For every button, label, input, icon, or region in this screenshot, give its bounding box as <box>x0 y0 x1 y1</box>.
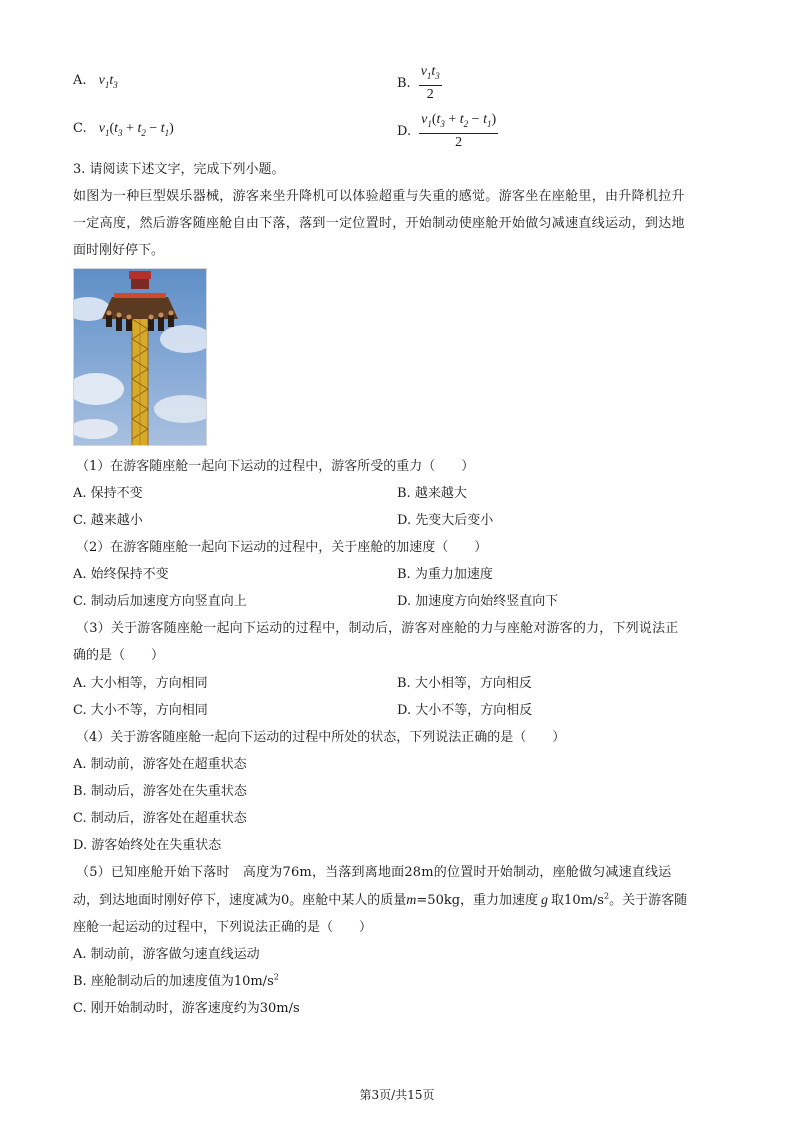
formula-v1-sum-over-2: $\frac{v_1(t_3 + t_2 - t_1)}{2}$ <box>421 112 497 150</box>
passage-line-1: 如图为一种巨型娱乐器械，游客来坐升降机可以体验超重与失重的感觉。游客坐在座舱里，由升降机拉升 <box>73 189 685 204</box>
sub-3-option-c: C. 大小不等，方向相同 <box>73 703 208 718</box>
text-fragment: =50kg，重力加速度 <box>416 893 539 908</box>
sub-5-option-b <box>73 970 279 989</box>
drop-tower-photo <box>73 268 207 446</box>
sub-3-option-d: D. 大小不等，方向相反 <box>397 703 533 718</box>
sub-1-option-c: C. 越来越小 <box>73 513 143 528</box>
sub-4-option-a: A. 制动前，游客处在超重状态 <box>73 757 247 772</box>
sub-1-option-a: A. 保持不变 <box>73 486 143 501</box>
text-fragment: 动，到达地面时刚好停下，速度减为0。座舱中某人的质量 <box>73 893 407 908</box>
formula-v1t3-over-2: $\frac{v_1t_3}{2}$ <box>420 64 440 102</box>
passage-line-2: 一定高度，然后游客随座舱自由下落，落到一定位置时，开始制动使座舱开始做匀减速直线运动，到达地 <box>73 216 685 231</box>
sub-2-option-a: A. 始终保持不变 <box>73 567 169 582</box>
sub-5-option-c: C. 刚开始制动时，游客速度约为30m/s <box>73 1001 300 1016</box>
formula-v1t3: $v_1t_3$ <box>98 73 118 90</box>
gravity-symbol: g <box>541 893 549 908</box>
superscript: 2 <box>603 891 610 901</box>
option-c <box>73 121 174 138</box>
question-3-heading: 3. 请阅读下述文字，完成下列小题。 <box>73 162 285 177</box>
option-a <box>73 73 118 90</box>
sub-2-option-b: B. 为重力加速度 <box>397 567 493 582</box>
option-b <box>397 64 442 103</box>
sub-question-5-line-2 <box>73 889 687 909</box>
option-letter: A. <box>73 73 87 88</box>
sub-question-3-stem-line-1: （3）关于游客随座舱一起向下运动的过程中，制动后，游客对座舱的力与座舱对游客的力，下列说法正 <box>76 621 679 636</box>
text-fragment: 。关于游客随 <box>609 893 688 908</box>
sub-3-option-a: A. 大小相等，方向相同 <box>73 676 208 691</box>
sub-4-option-d: D. 游客始终处在失重状态 <box>73 838 222 853</box>
sub-5-option-a: A. 制动前，游客做匀速直线运动 <box>73 947 260 962</box>
sub-question-3-stem-line-2: 确的是（ ） <box>73 648 165 663</box>
sub-2-option-c: C. 制动后加速度方向竖直向上 <box>73 594 247 609</box>
formula-v1-sum: $v_1(t_3 + t_2 - t_1)$ <box>98 121 174 138</box>
sub-3-option-b: B. 大小相等，方向相反 <box>397 676 532 691</box>
option-letter: D. <box>397 123 412 139</box>
superscript: 2 <box>273 972 279 982</box>
sub-2-option-d: D. 加速度方向始终竖直向下 <box>397 594 559 609</box>
option-letter: C. <box>73 121 87 136</box>
sub-question-4-stem: （4）关于游客随座舱一起向下运动的过程中所处的状态，下列说法正确的是（ ） <box>76 730 566 745</box>
text-fragment: 取10m/s <box>551 893 604 908</box>
text-fragment: B. 座舱制动后的加速度值为10m/s <box>73 974 274 989</box>
mass-symbol: m <box>406 893 417 908</box>
passage-line-3: 面时刚好停下。 <box>73 243 165 258</box>
sub-4-option-c: C. 制动后，游客处在超重状态 <box>73 811 247 826</box>
option-letter: B. <box>397 75 411 91</box>
option-d <box>397 112 498 151</box>
sub-question-2-stem: （2）在游客随座舱一起向下运动的过程中，关于座舱的加速度（ ） <box>76 540 488 555</box>
sub-4-option-b: B. 制动后，游客处在失重状态 <box>73 784 247 799</box>
sub-1-option-d: D. 先变大后变小 <box>397 513 494 528</box>
sub-question-5-line-3: 座舱一起运动的过程中，下列说法正确的是（ ） <box>73 920 373 935</box>
sub-question-5-line-1: （5）已知座舱开始下落时 高度为76m，当落到离地面28m的位置时开始制动，座舱做匀减速直线运 <box>76 865 672 880</box>
sub-1-option-b: B. 越来越大 <box>397 486 467 501</box>
page-footer: 第3页/共15页 <box>359 1088 435 1102</box>
sub-question-1-stem: （1）在游客随座舱一起向下运动的过程中，游客所受的重力（ ） <box>76 459 475 474</box>
